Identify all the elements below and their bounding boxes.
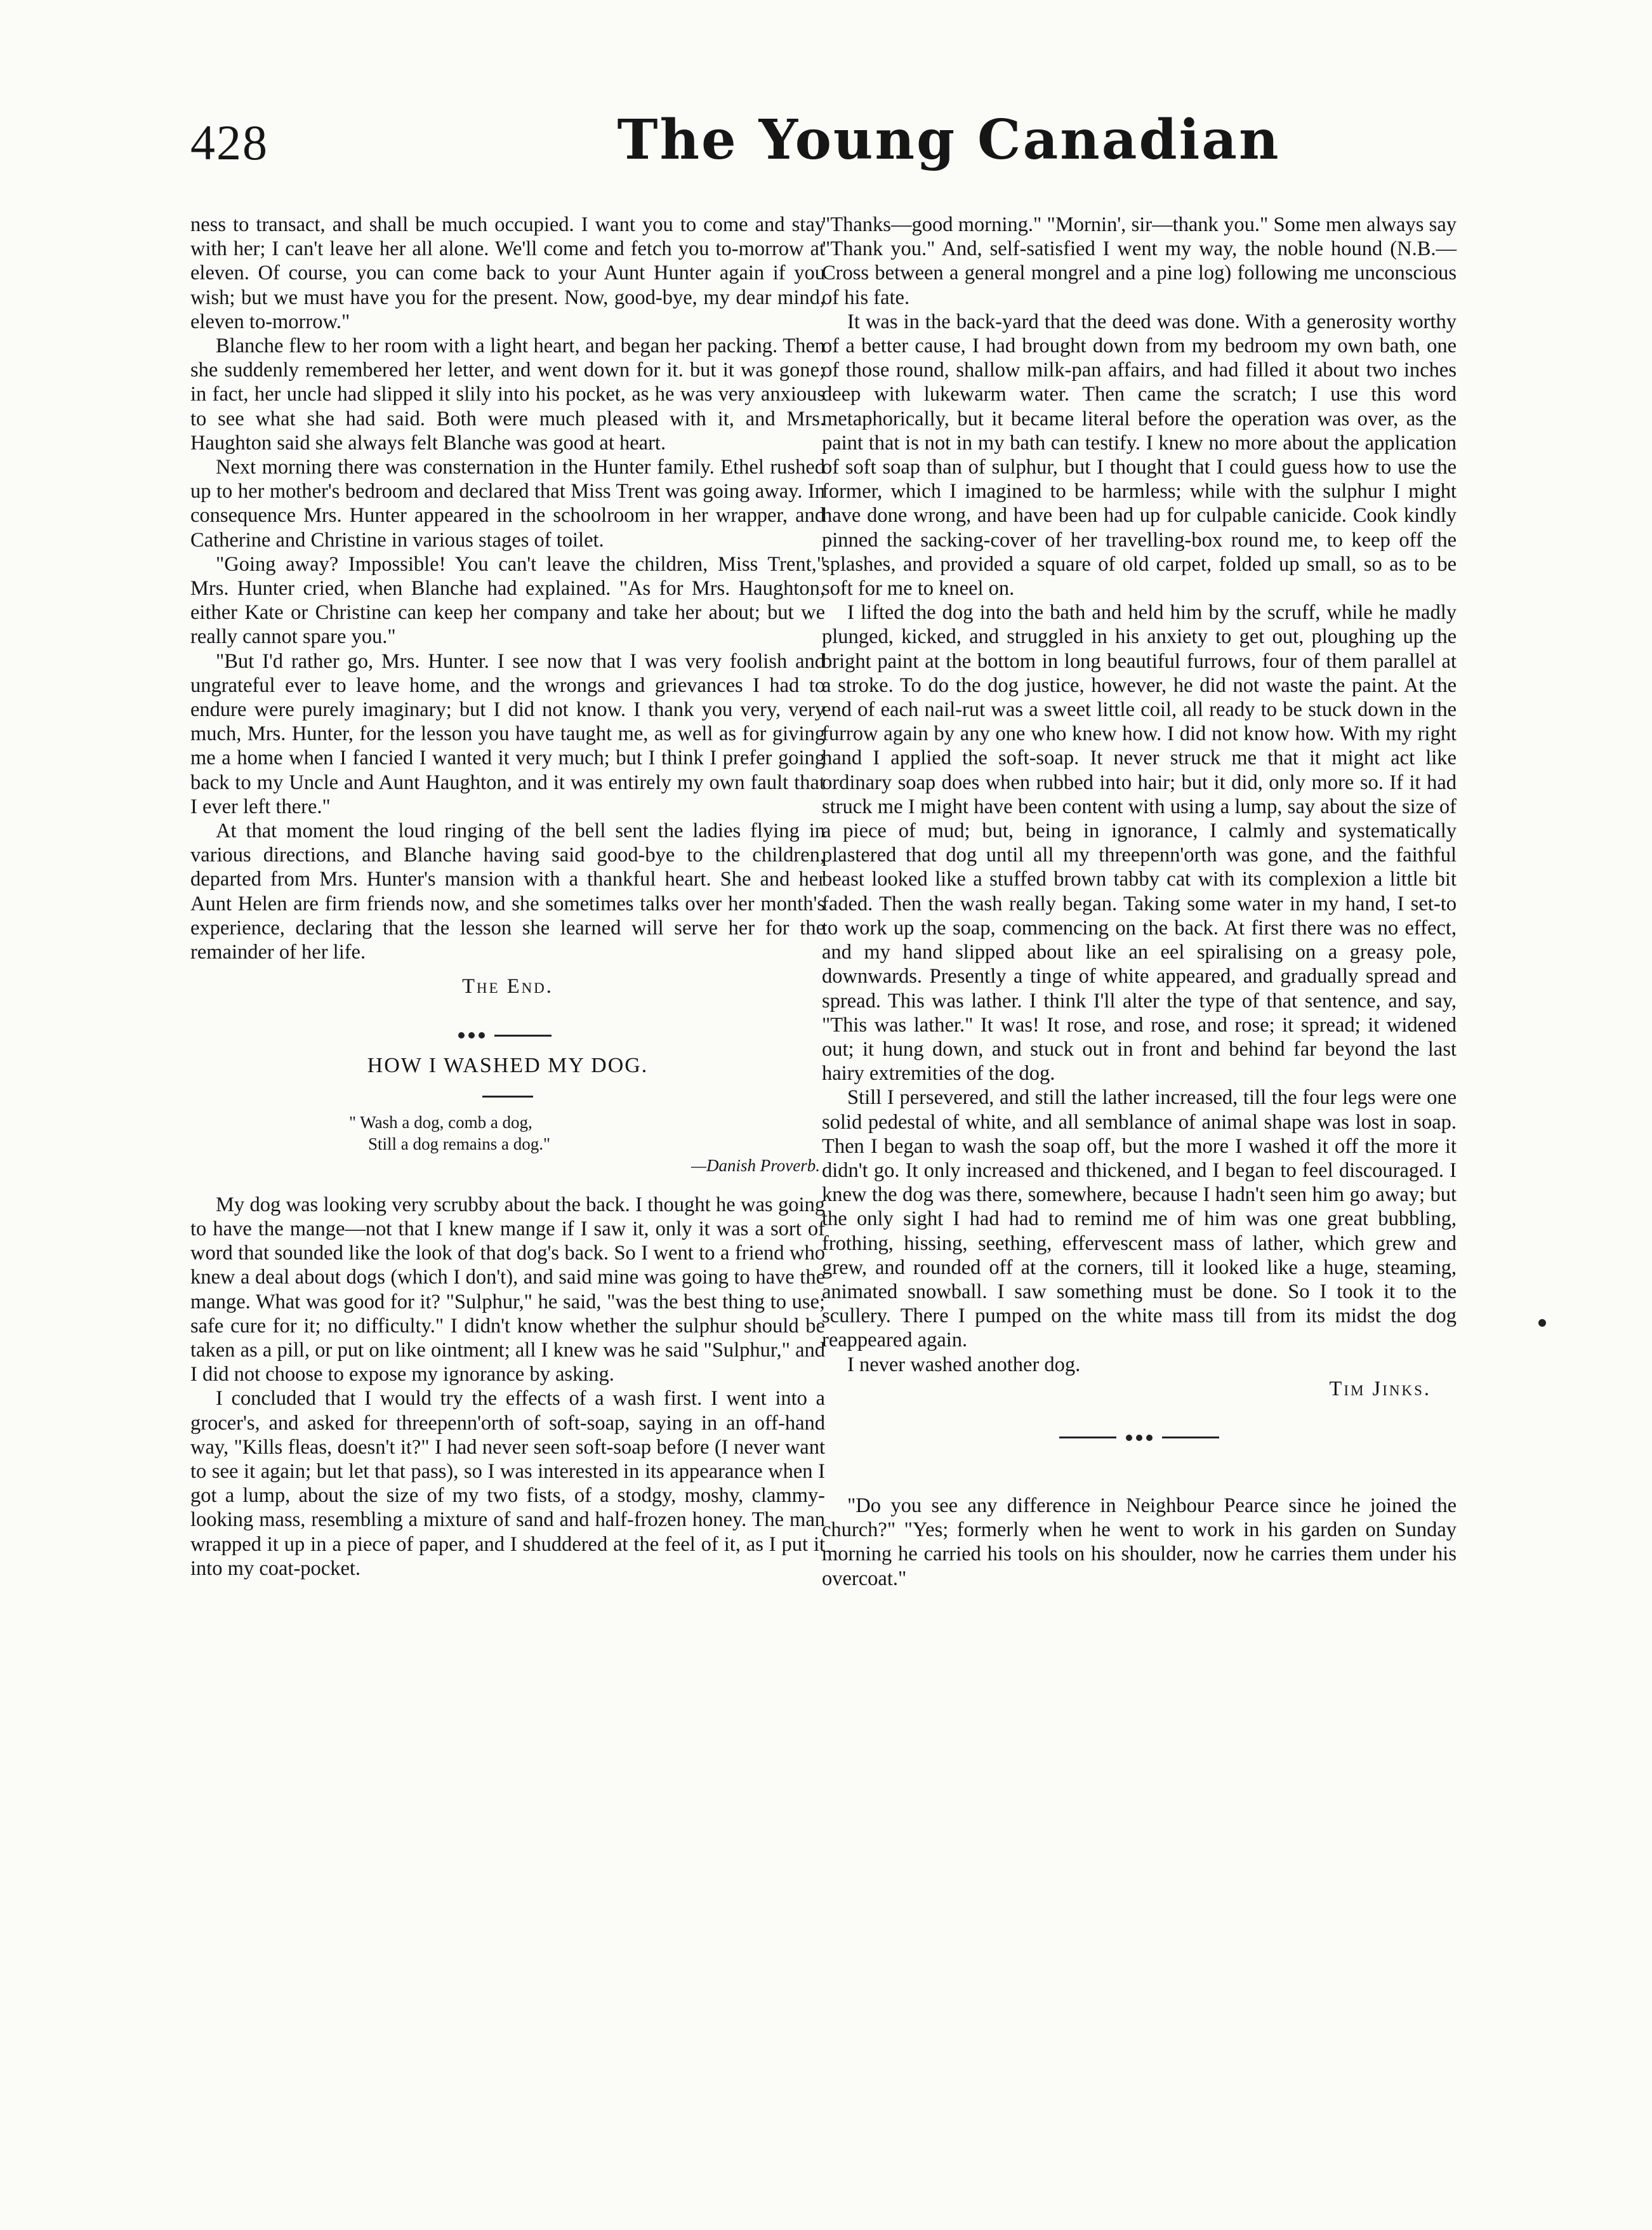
page-header [190, 108, 1652, 197]
paragraph: It was in the back-yard that the deed was done. With a generosity worthy of a better cause, I had brought down from my bedroom my own bath, one of those round, shallow milk-pan affairs, and had filled it about two inches deep with lukewarm water. Then came the scratch; I use this word metaphorically, but it became literal before the operation was over, as the paint that is not in my bath can testify. I knew no more about the application of soft soap than of sulphur, but I thought that I could guess how to use the former, which I imagined to be harmless; while with the sulphur I might have done wrong, and have been had up for culpable canicide. Cook kindly pinned the sacking-cover of her travelling-box round me, to keep off the splashes, and provided a square of old carpet, folded up small, so as to be soft for me to kneel on. [822, 310, 1457, 601]
left-column [190, 213, 825, 1581]
paragraph: My dog was looking very scrubby about the back. I thought he was going to have the mange—not that I knew mange if I saw it, only it was a sort of word that sounded like the look of that dog's back. So I went to a friend who knew a deal about dogs (which I don't), and said mine was going to have the mange. What was good for it? "Sulphur," he said, "was the best thing to use; safe cure for it; no difficulty." I didn't know whether the sulphur should be taken as a pill, or put on like ointment; all I knew was he said "Sulphur," and I did not choose to expose my ignorance by asking. [190, 1193, 825, 1386]
paragraph: At that moment the loud ringing of the bell sent the ladies flying in various directions, and Blanche having said good-bye to the children, departed from Mrs. Hunter's mansion with a thankful heart. She and her Aunt Helen are firm friends now, and she sometimes talks over her month's experience, declaring that the lesson she learned will serve her for the remainder of her life. [190, 820, 825, 964]
author-signature: Tim Jinks. [1329, 1377, 1431, 1400]
paragraph: Blanche flew to her room with a light heart, and began her packing. Then she suddenly remembered her letter, and went down for it. but it was gone; in fact, her uncle had slipped it slily into his pocket, as he was very anxious to see what she had said. Both were much pleased with it, and Mrs. Haughton said she always felt Blanche was good at heart. [190, 335, 825, 455]
right-column [822, 213, 1457, 1591]
article-title: HOW I WASHED MY DOG. [367, 1053, 649, 1077]
paragraph: "Going away? Impossible! You can't leave the children, Miss Trent," Mrs. Hunter cried, when Blanche had explained. "As for Mrs. Haughton, either Kate or Christine can keep her company and take her about; but we really cannot spare you." [190, 552, 825, 649]
paragraph: Still I persevered, and still the lather increased, till the four legs were one solid pedestal of white, and all semblance of animal shape was lost in soap. Then I began to wash the soap off, but the more I washed it off the more it didn't go. It only increased and thickened, and I began to feel discouraged. I knew the dog was there, somewhere, because I hadn't seen him go away; but the only sight I had had to remind me of him was one great bubbling, frothing, hissing, seething, effervescent mass of lather, which grew and grew, and rounded off at the corners, till it looked like a huge, steaming, animated snowball. I saw something must be done. So I took it to the scullery. There I pumped on the white mass till from its midst the dog reappeared again. [822, 1086, 1457, 1352]
paragraph: "Thanks—good morning." "Mornin', sir—thank you." Some men always say "Thank you." And, self-satisfied I went my way, the noble hound (N.B.—Cross between a general mongrel and a pine log) following me unconscious of his fate. [822, 213, 1457, 309]
paragraph: I concluded that I would try the effects of a wash first. I went into a grocer's, and asked for threepenn'orth of soft-soap, saying in an off-hand way, "Kills fleas, doesn't it?" I had never seen soft-soap before (I never want to see it again; but let that pass), so I was interested in its appearance when I got a lump, about the size of my two fists, of a stodgy, moshy, clammy-looking mass, resembling a mixture of sand and half-frozen honey. The man wrapped it up in a piece of paper, and I shuddered at the feel of it, as I put it into my coat-pocket. [190, 1387, 825, 1580]
epigraph-attribution: —Danish Proverb. [691, 1155, 820, 1175]
end-mark: The End. [462, 975, 553, 999]
margin-mark [1538, 1319, 1546, 1327]
paragraph: I lifted the dog into the bath and held him by the scruff, while he madly plunged, kicked, and struggled in his anxiety to get out, ploughing up the bright paint at the bottom in long beautiful furrows, four of them parallel at a stroke. To do the dog justice, however, he did not waste the paint. At the end of each nail-rut was a sweet little coil, all ready to be stuck down in the furrow again by any one who knew how. I did not know how. With my right hand I applied the soft-soap. It never struck me that it might act like ordinary soap does when rubbed into hair; but it did, only more so. If it had struck me I might have been content with using a lump, say about the size of a piece of mud; but, being in ignorance, I calmly and systematically plastered that dog until all my threepenn'orth was gone, and the faithful beast looked like a stuffed brown tabby cat with its complexion a little bit faded. Then the wash really began. Taking some water in my hand, I set-to to work up the soap, commencing on the back. At first there was no effect, and my hand slipped about like an eel spiralising on a greasy pole, downwards. Presently a tinge of white appeared, and gradually spread and spread. This was lather. I think I'll alter the type of that sentence, and say, "This was lather." It was! It rose, and rose, and rose; it spread; it widened out; it hung down, and stuck out in front and behind far beyond the last hairy extremities of the dog. [822, 601, 1457, 1085]
page-number: 428 [190, 115, 268, 170]
paragraph: "But I'd rather go, Mrs. Hunter. I see now that I was very foolish and ungrateful ever to leave home, and the wrongs and grievances I had to endure were purely imaginary; but I did not know. I thank you very, very much, Mrs. Hunter, for the lesson you have taught me, as well as for giving me a home when I fancied I wanted it very much; but I think I prefer going back to my Uncle and Aunt Haughton, and it was entirely my own fault that I ever left there." [190, 649, 825, 818]
running-title: The Young Canadian [617, 108, 1281, 172]
epigraph [349, 1112, 825, 1176]
paragraph: I never washed another dog. [847, 1353, 1081, 1376]
paragraph: "Do you see any difference in Neighbour Pearce since he joined the church?" "Yes; formerly when he went to work in his garden on Sunday morning he carried his tools on his shoulder, now he carries them under his overcoat." [822, 1494, 1457, 1590]
section-ornament [822, 1424, 1457, 1433]
epigraph-line: " Wash a dog, comb a dog, [349, 1112, 532, 1132]
paragraph: ness to transact, and shall be much occupied. I want you to come and stay with her; I can't leave her all alone. We'll come and fetch you to-morrow at eleven. Of course, you can come back to your Aunt Hunter again if you wish; but we must have you for the present. Now, good-bye, my dear mind, eleven to-morrow." [190, 213, 825, 333]
epigraph-line: Still a dog remains a dog." [368, 1134, 550, 1153]
paragraph: Next morning there was consternation in the Hunter family. Ethel rushed up to her mother's bedroom and declared that Miss Trent was going away. In consequence Mrs. Hunter appeared in the schoolroom in her wrapper, and Catherine and Christine in various stages of toilet. [190, 456, 825, 552]
title-rule [482, 1096, 533, 1098]
section-ornament [190, 1022, 825, 1031]
